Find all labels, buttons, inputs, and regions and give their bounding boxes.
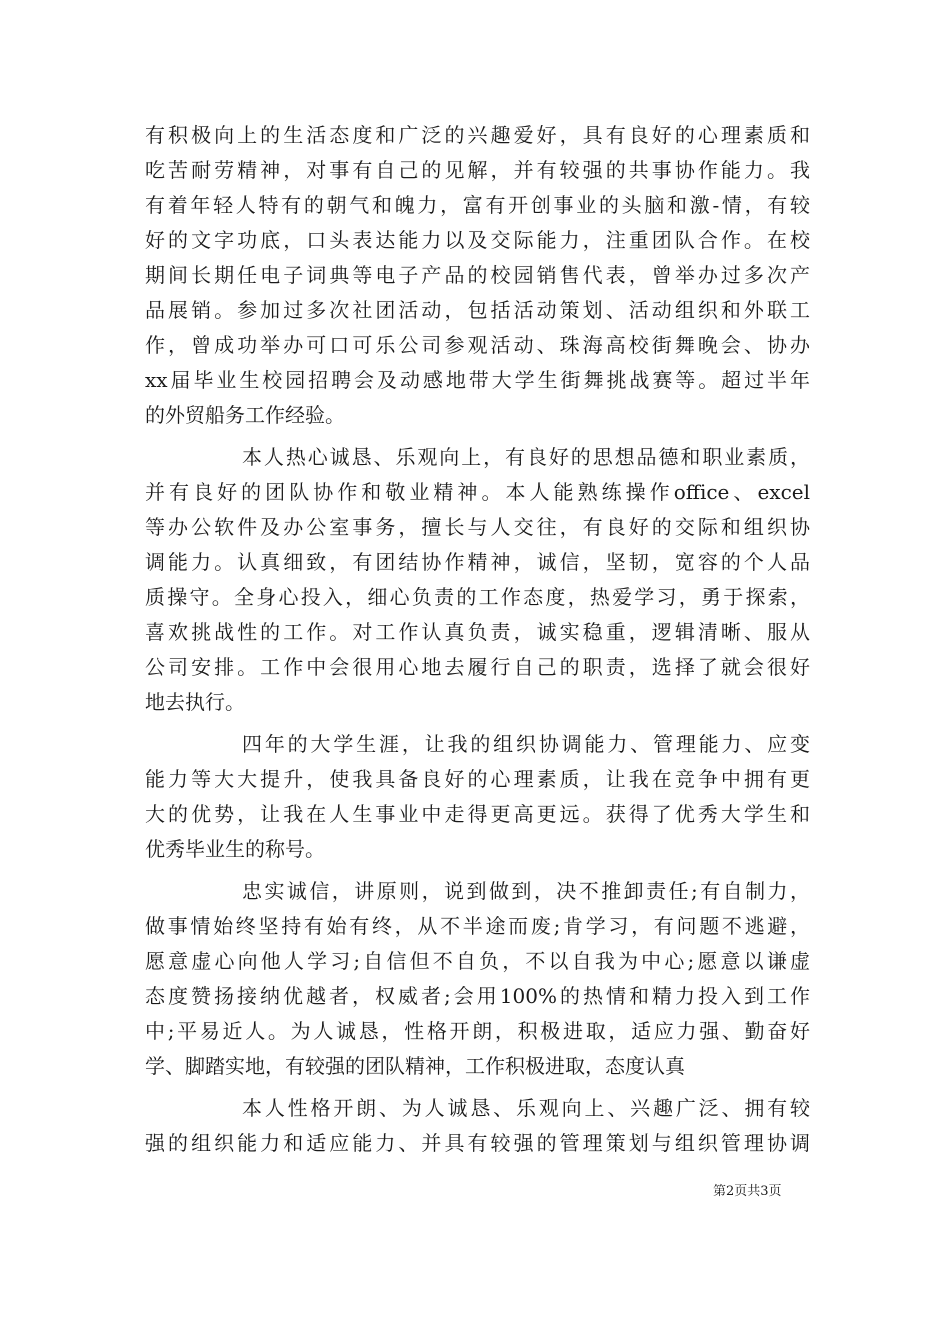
text-line: 调能力。认真细致，有团结协作精神，诚信，坚韧，宽容的个人品 <box>145 550 810 574</box>
paragraph-1 <box>145 118 810 433</box>
paragraph-4 <box>145 874 810 1084</box>
text-line: 忠实诚信，讲原则，说到做到，决不推卸责任;有自制力， <box>242 879 810 903</box>
text-line: 期间长期任电子词典等电子产品的校园销售代表，曾举办过多次产 <box>145 263 810 287</box>
text-line: 愿意虚心向他人学习;自信但不自负，不以自我为中心;愿意以谦虚 <box>145 949 810 973</box>
page-number: 第2页共3页 <box>713 1184 782 1199</box>
text-line: 等办公软件及办公室事务，擅长与人交往，有良好的交际和组织协 <box>145 515 810 539</box>
text-line: 学、脚踏实地，有较强的团队精神，工作积极进取，态度认真 <box>145 1054 685 1078</box>
text-line: xx届毕业生校园招聘会及动感地带大学生街舞挑战赛等。超过半年 <box>145 368 810 392</box>
text-line: 喜欢挑战性的工作。对工作认真负责，诚实稳重，逻辑清晰、服从 <box>145 620 810 644</box>
text-line: 四年的大学生涯，让我的组织协调能力、管理能力、应变 <box>242 732 810 756</box>
document-body <box>145 118 810 1168</box>
text-line: 好的文字功底，口头表达能力以及交际能力，注重团队合作。在校 <box>145 228 810 252</box>
paragraph-3 <box>145 727 810 867</box>
text-line: 吃苦耐劳精神，对事有自己的见解，并有较强的共事协作能力。我 <box>145 158 810 182</box>
text-line: 的外贸船务工作经验。 <box>145 403 345 427</box>
text-line: 地去执行。 <box>145 690 245 714</box>
text-line: 中;平易近人。为人诚恳，性格开朗，积极进取，适应力强、勤奋好 <box>145 1019 810 1043</box>
text-line: 态度赞扬接纳优越者，权威者;会用100%的热情和精力投入到工作 <box>145 984 810 1008</box>
text-line: 做事情始终坚持有始有终，从不半途而废;肯学习，有问题不逃避， <box>145 914 810 938</box>
paragraph-2 <box>145 440 810 720</box>
text-line: 能力等大大提升，使我具备良好的心理素质，让我在竞争中拥有更 <box>145 767 810 791</box>
text-line: 本人热心诚恳、乐观向上，有良好的思想品德和职业素质， <box>242 445 810 469</box>
text-line: 大的优势，让我在人生事业中走得更高更远。获得了优秀大学生和 <box>145 802 810 826</box>
text-line: 品展销。参加过多次社团活动，包括活动策划、活动组织和外联工 <box>145 298 810 322</box>
text-line: 公司安排。工作中会很用心地去履行自己的职责，选择了就会很好 <box>145 655 810 679</box>
text-line: 作，曾成功举办可口可乐公司参观活动、珠海高校街舞晚会、协办 <box>145 333 810 357</box>
text-line: 优秀毕业生的称号。 <box>145 837 325 861</box>
text-line: 本人性格开朗、为人诚恳、乐观向上、兴趣广泛、拥有较 <box>242 1096 810 1120</box>
text-line: 强的组织能力和适应能力、并具有较强的管理策划与组织管理协调 <box>145 1131 810 1155</box>
paragraph-5 <box>145 1091 810 1161</box>
text-line: 有积极向上的生活态度和广泛的兴趣爱好，具有良好的心理素质和 <box>145 123 810 147</box>
text-line: 有着年轻人特有的朝气和魄力，富有开创事业的头脑和激-情，有较 <box>145 193 810 217</box>
text-line: 并有良好的团队协作和敬业精神。本人能熟练操作office、excel <box>145 480 810 504</box>
text-line: 质操守。全身心投入，细心负责的工作态度，热爱学习，勇于探索， <box>145 585 810 609</box>
